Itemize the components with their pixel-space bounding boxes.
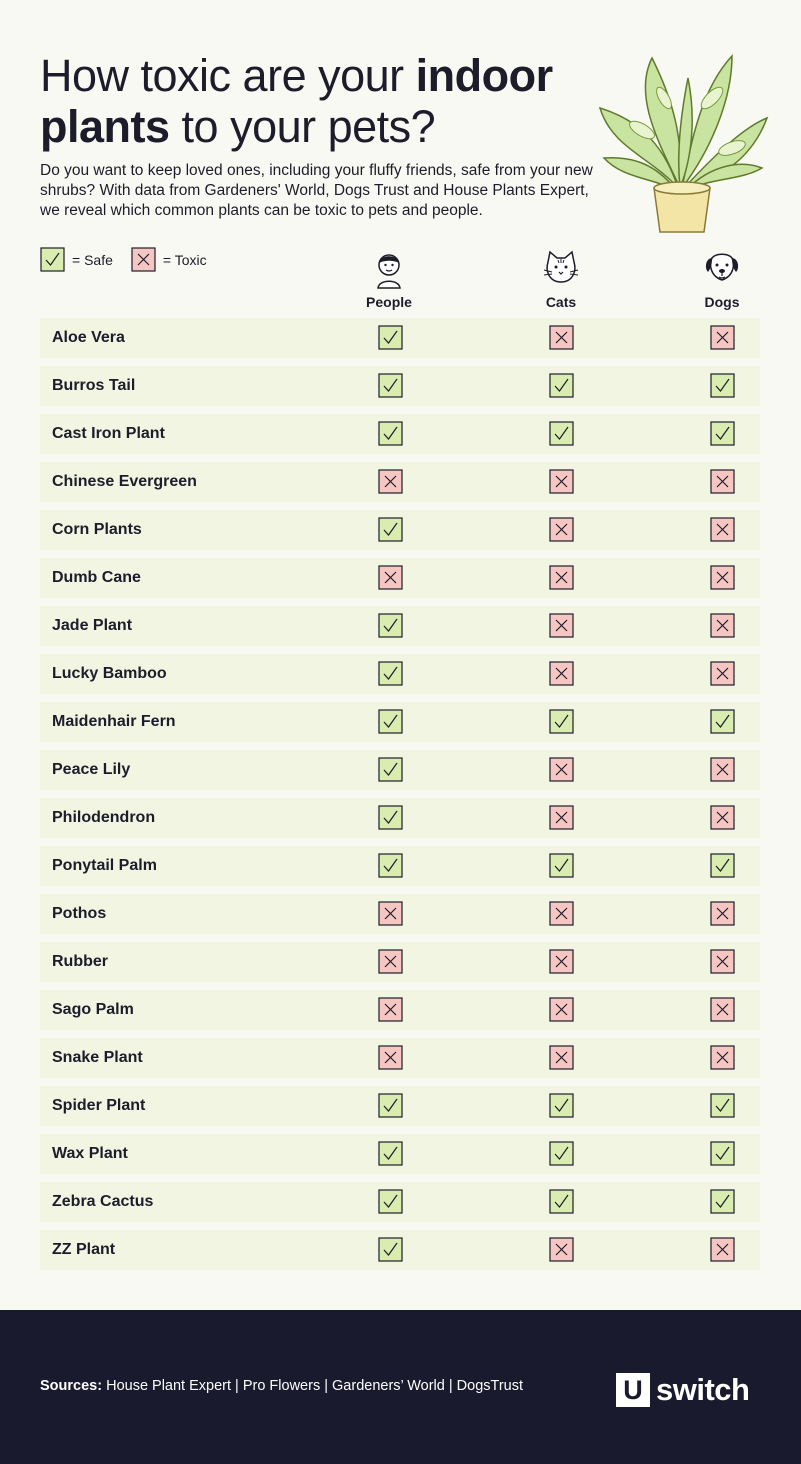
plant-name: Chinese Evergreen (52, 473, 197, 490)
plant-name: Jade Plant (52, 617, 133, 634)
check-icon (378, 373, 403, 398)
check-icon (378, 517, 403, 542)
check-icon (40, 247, 65, 272)
table-row (40, 510, 760, 550)
column-label-dogs: Dogs (704, 294, 740, 310)
check-icon (378, 757, 403, 782)
plant-name: Spider Plant (52, 1097, 146, 1114)
intro-text: Do you want to keep loved ones, including your fluffy friends, safe from your new shrubs? With data from Gardeners' World, Dogs Trust and House Plants Expert, we reveal which common plants can be toxic to pets and people. (40, 162, 593, 219)
check-icon (549, 1189, 574, 1214)
table-row (40, 654, 760, 694)
title-part2: to your pets? (169, 101, 436, 152)
sources-list: House Plant Expert | Pro Flowers | Gardeners’ World | DogsTrust (102, 1378, 524, 1394)
plant-name: Peace Lily (52, 761, 131, 778)
cross-icon (549, 757, 574, 782)
table-row (40, 462, 760, 502)
cross-icon (549, 901, 574, 926)
title-bold1: indoor (415, 50, 553, 101)
check-icon (549, 421, 574, 446)
table-row (40, 318, 760, 358)
cross-icon (710, 1237, 735, 1262)
column-header-cats (521, 250, 601, 310)
plant-name: Maidenhair Fern (52, 713, 176, 730)
check-icon (549, 1141, 574, 1166)
legend-safe (40, 247, 113, 272)
cross-icon (378, 997, 403, 1022)
cross-icon (549, 1045, 574, 1070)
table-row (40, 942, 760, 982)
check-icon (378, 805, 403, 830)
check-icon (378, 709, 403, 734)
cross-icon (549, 661, 574, 686)
column-label-people: People (366, 294, 412, 310)
column-header-people (349, 250, 429, 310)
plant-name: Snake Plant (52, 1049, 143, 1066)
table-row (40, 846, 760, 886)
title-part1: How toxic are your (40, 50, 416, 101)
check-icon (710, 373, 735, 398)
plant-name: Burros Tail (52, 377, 136, 394)
cross-icon (549, 613, 574, 638)
check-icon (710, 853, 735, 878)
cross-icon (378, 901, 403, 926)
dog-icon (702, 250, 742, 290)
plant-name: Sago Palm (52, 1001, 134, 1018)
logo-wordmark: switch (656, 1372, 750, 1407)
cross-icon (710, 325, 735, 350)
table-row (40, 990, 760, 1030)
column-header-dogs (682, 250, 762, 310)
cross-icon (710, 949, 735, 974)
table-row (40, 894, 760, 934)
cross-icon (378, 565, 403, 590)
cross-icon (710, 997, 735, 1022)
check-icon (378, 1189, 403, 1214)
check-icon (378, 661, 403, 686)
table-row (40, 1182, 760, 1222)
cross-icon (131, 247, 156, 272)
cross-icon (710, 1045, 735, 1070)
cross-icon (710, 565, 735, 590)
cross-icon (710, 517, 735, 542)
table-row (40, 1086, 760, 1126)
check-icon (710, 1189, 735, 1214)
plant-name: Corn Plants (52, 521, 142, 538)
check-icon (378, 1093, 403, 1118)
table-row (40, 750, 760, 790)
uswitch-logo (616, 1372, 749, 1408)
cross-icon (549, 997, 574, 1022)
cross-icon (378, 1045, 403, 1070)
plant-name: Aloe Vera (52, 329, 125, 346)
table-row (40, 558, 760, 598)
plant-table (40, 318, 760, 1278)
plant-name: Dumb Cane (52, 569, 141, 586)
cross-icon (549, 565, 574, 590)
table-row (40, 798, 760, 838)
legend-toxic-label: = Toxic (162, 251, 207, 268)
cross-icon (710, 613, 735, 638)
cross-icon (710, 901, 735, 926)
check-icon (378, 1237, 403, 1262)
cat-icon (542, 250, 580, 290)
sources-text (40, 1378, 523, 1394)
legend-toxic (131, 247, 207, 272)
check-icon (378, 421, 403, 446)
cross-icon (549, 517, 574, 542)
footer (0, 1310, 801, 1464)
cross-icon (378, 949, 403, 974)
column-label-cats: Cats (545, 294, 577, 310)
plant-name: ZZ Plant (52, 1241, 116, 1258)
plant-name: Philodendron (52, 809, 156, 826)
table-row (40, 1038, 760, 1078)
plant-name: Rubber (52, 953, 108, 970)
title-bold2: plants (40, 101, 170, 152)
check-icon (378, 613, 403, 638)
check-icon (549, 1093, 574, 1118)
plant-name: Zebra Cactus (52, 1193, 154, 1210)
cross-icon (378, 469, 403, 494)
cross-icon (549, 469, 574, 494)
sources-label: Sources: (40, 1378, 103, 1394)
check-icon (549, 373, 574, 398)
check-icon (549, 709, 574, 734)
table-row (40, 366, 760, 406)
plant-name: Ponytail Palm (52, 857, 157, 874)
table-row (40, 1134, 760, 1174)
table-row (40, 606, 760, 646)
check-icon (549, 853, 574, 878)
check-icon (710, 1141, 735, 1166)
cross-icon (549, 1237, 574, 1262)
check-icon (378, 1141, 403, 1166)
cross-icon (549, 949, 574, 974)
cross-icon (710, 661, 735, 686)
plant-name: Pothos (52, 905, 107, 922)
table-row (40, 1230, 760, 1270)
plant-name: Wax Plant (52, 1145, 128, 1162)
page-title (40, 50, 600, 152)
check-icon (710, 709, 735, 734)
check-icon (710, 1093, 735, 1118)
cross-icon (710, 469, 735, 494)
person-icon (372, 250, 406, 290)
legend-safe-label: = Safe (72, 251, 113, 268)
potted-plant-illustration (592, 38, 772, 234)
check-icon (710, 421, 735, 446)
cross-icon (710, 757, 735, 782)
legend (40, 247, 225, 272)
logo-u-box: U (616, 1373, 650, 1407)
cross-icon (710, 805, 735, 830)
cross-icon (549, 805, 574, 830)
plant-name: Lucky Bamboo (52, 665, 167, 682)
table-row (40, 702, 760, 742)
check-icon (378, 853, 403, 878)
cross-icon (549, 325, 574, 350)
check-icon (378, 325, 403, 350)
table-row (40, 414, 760, 454)
plant-name: Cast Iron Plant (52, 425, 165, 442)
